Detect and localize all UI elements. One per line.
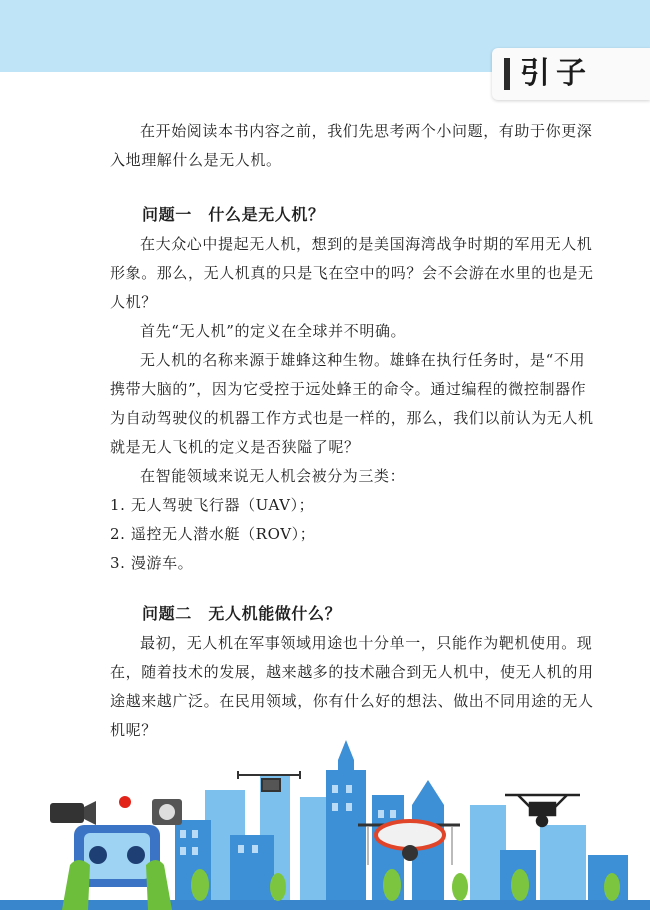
section2-paragraph: 最初，无人机在军事领域用途也十分单一，只能作为靶机使用。现在，随着技术的发展，越来越多的技术融合到无人机中，使无人机的用途越来越广泛。在民用领域，你有什么好的想法、做出不同用途的无人机呢？ xyxy=(110,634,594,739)
section1-paragraph: 首先“无人机”的定义在全球并不明确。 xyxy=(140,322,407,340)
list-item: 1. 无人驾驶飞行器（UAV）； xyxy=(110,496,315,514)
section1-paragraph: 在大众心中提起无人机，想到的是美国海湾战争时期的军用无人机形象。那么，无人机真的只是飞在空中的吗？会不会游在水里的也是无人机？ xyxy=(110,235,594,311)
section-heading-2: 问题二 无人机能做什么？ xyxy=(142,604,342,623)
section1-paragraph: 在智能领域来说无人机会被分为三类： xyxy=(140,467,406,485)
section-heading-1: 问题一 什么是无人机？ xyxy=(142,205,325,224)
chapter-badge xyxy=(492,48,650,100)
record-dot-icon xyxy=(119,796,131,808)
badge-bar xyxy=(504,58,510,90)
video-camera-icon xyxy=(50,801,96,825)
ground-strip xyxy=(0,900,650,910)
page-content xyxy=(110,117,598,745)
chapter-title: 引子 xyxy=(520,56,592,91)
action-camera-icon xyxy=(152,799,182,825)
section1-paragraph: 无人机的名称来源于雄蜂这种生物。雄蜂在执行任务时，是“不用携带大脑的”，因为它受控于远处蜂王的命令。通过编程的微控制器作为自动驾驶仪的机器工作方式也是一样的，那么，我们以前认为无人机就是无人飞机的定义是否狭隘了呢？ xyxy=(110,351,594,456)
list-item: 2. 遥控无人潜水艇（ROV）； xyxy=(110,525,316,543)
intro-paragraph: 在开始阅读本书内容之前，我们先思考两个小问题，有助于你更深入地理解什么是无人机。 xyxy=(110,122,593,169)
list-item: 3. 漫游车。 xyxy=(110,554,194,572)
drone-small-icon xyxy=(238,771,300,791)
city-drone-illustration xyxy=(0,735,650,910)
drone-right-icon xyxy=(505,795,580,826)
remote-controller xyxy=(62,825,172,910)
